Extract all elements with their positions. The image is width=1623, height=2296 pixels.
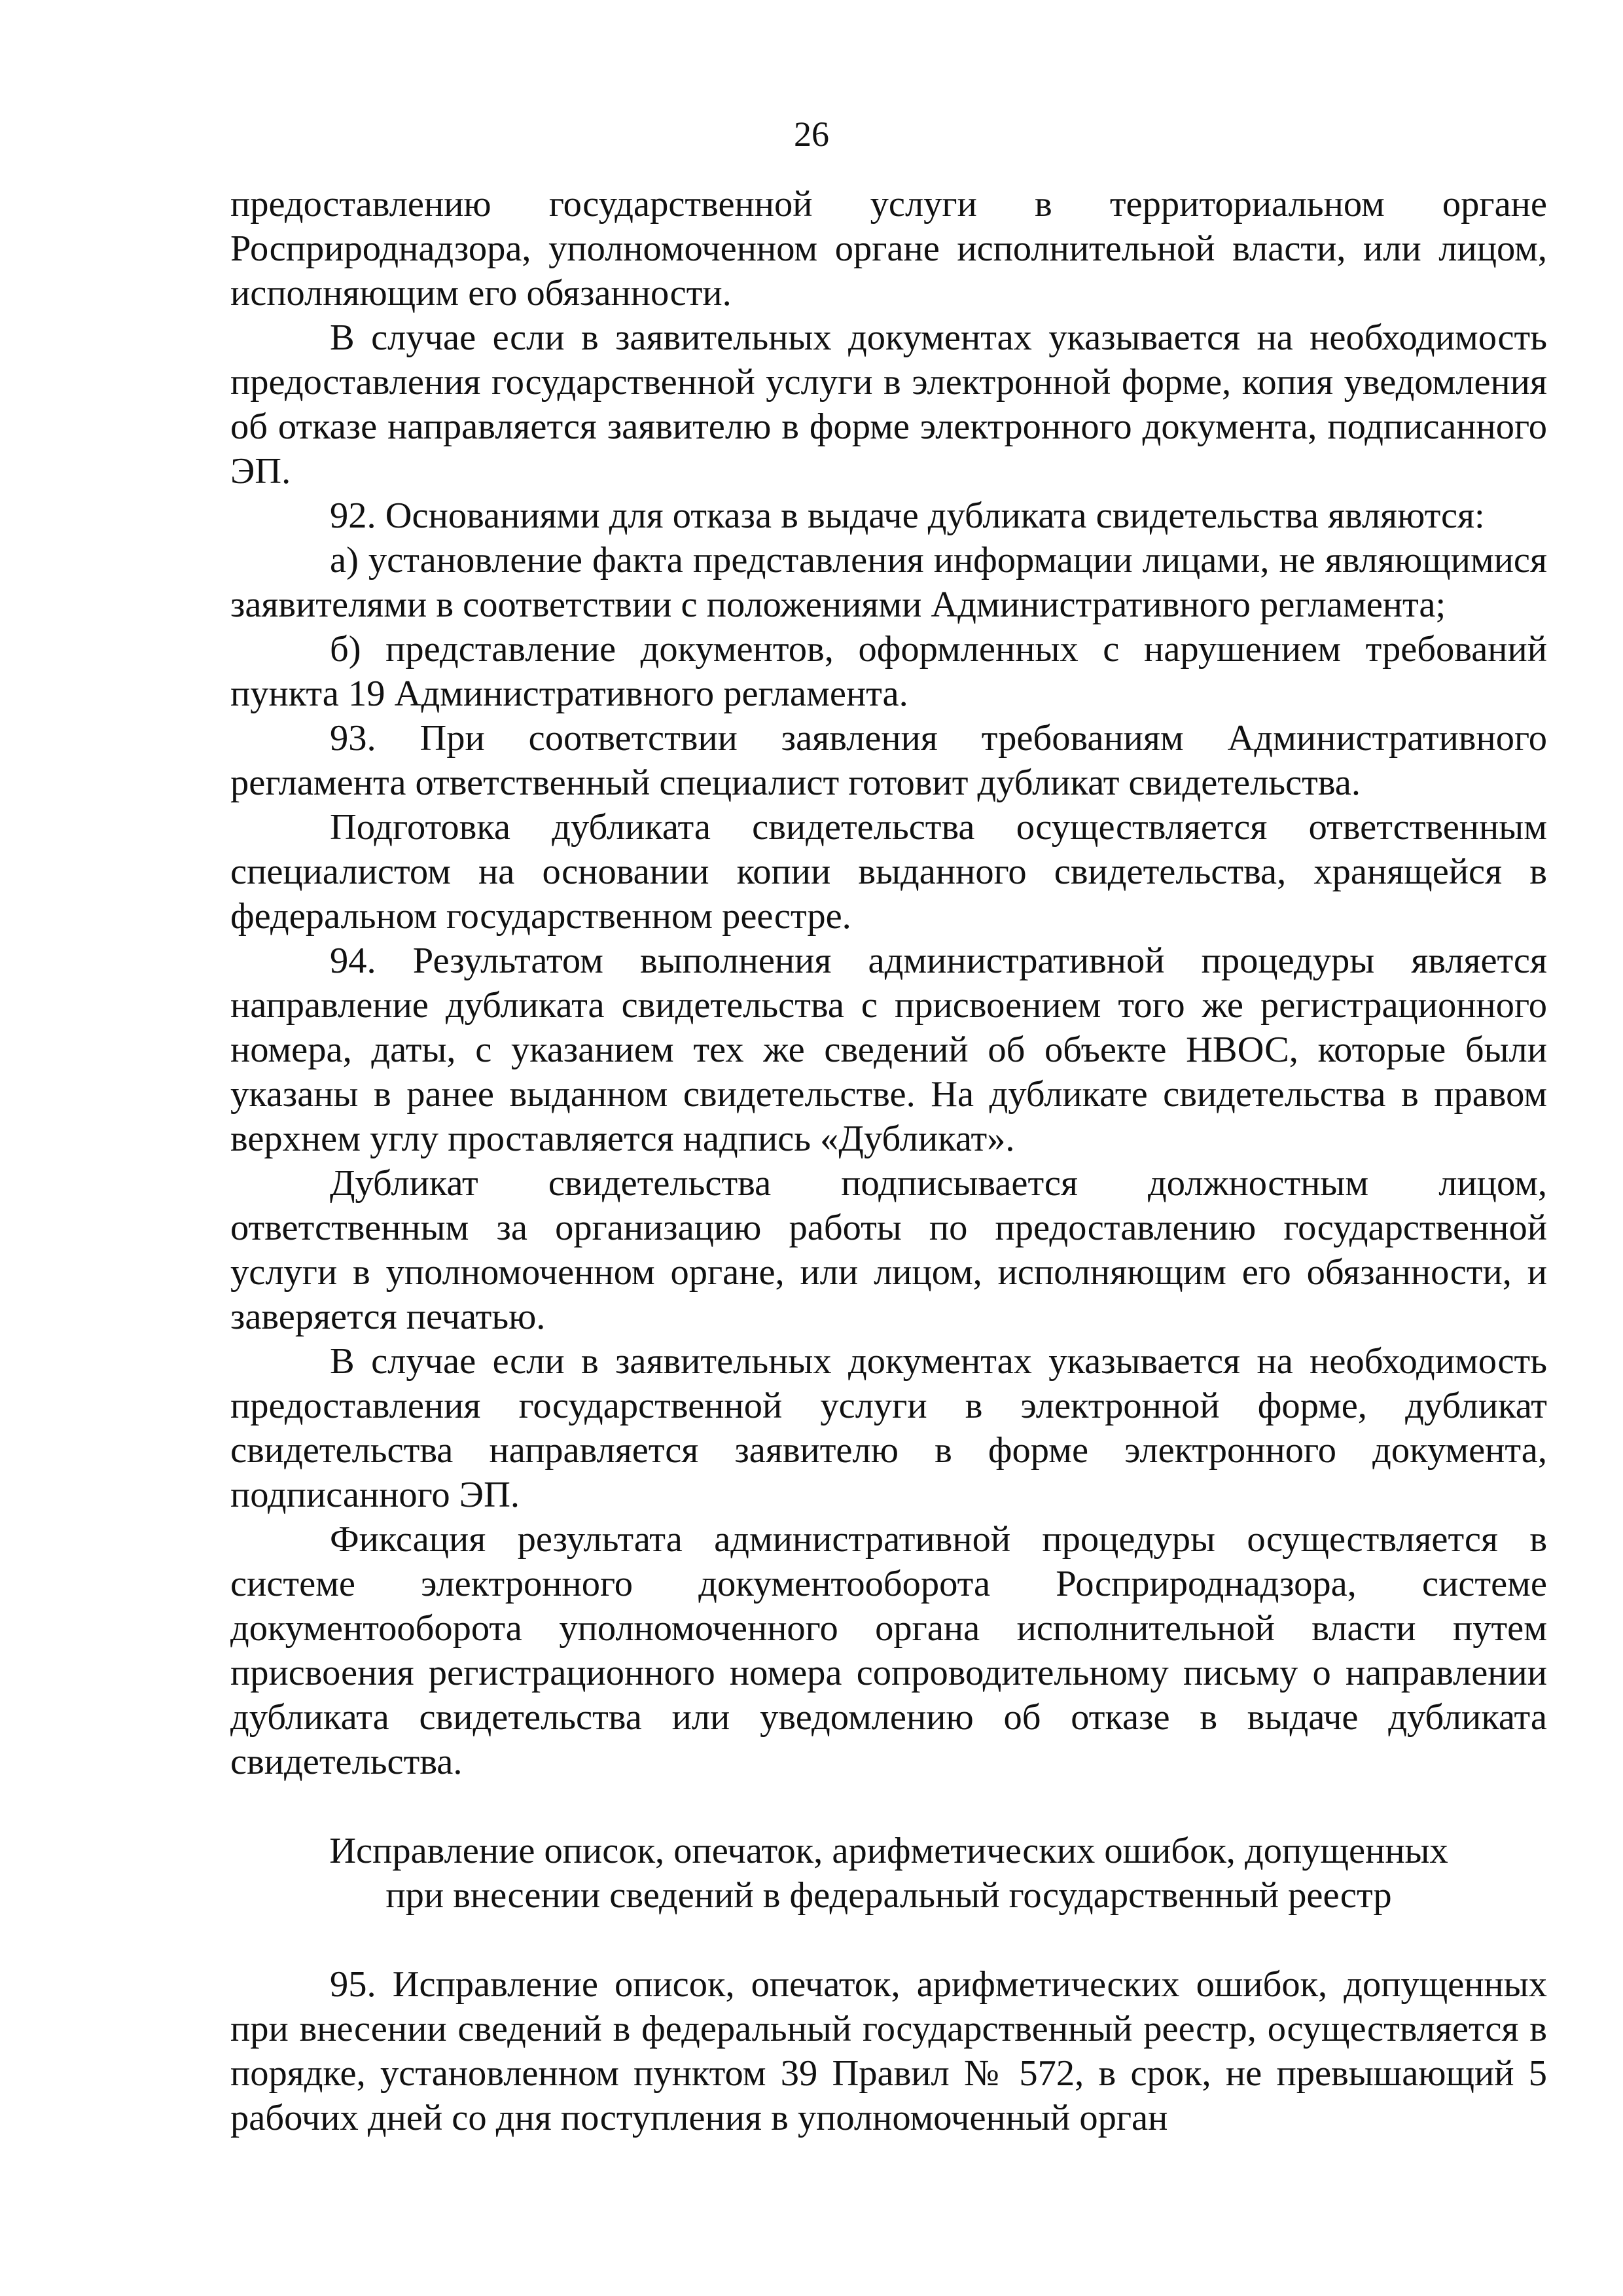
- document-body: [230, 182, 1547, 2140]
- paragraph-93: 93. При соответствии заявления требованиям Административного регламента ответственный специалист готовит дубликат свидетельства.: [230, 718, 1547, 803]
- paragraph-92: 92. Основаниями для отказа в выдаче дубликата свидетельства являются:: [330, 495, 1485, 536]
- paragraph-electronic-refusal: В случае если в заявительных документах указывается на необходимость предоставления государственной услуги в электронной форме, копия уведомления об отказе направляется заявителю в форме электронного документа, подписанного ЭП.: [230, 317, 1547, 492]
- paragraph-continuation: предоставлению государственной услуги в территориальном органе Росприроднадзора, уполномоченном органе исполнительной власти, или лицом, исполняющим его обязанности.: [230, 184, 1547, 314]
- section-heading-line-1: Исправление описок, опечаток, арифметических ошибок, допущенных: [329, 1831, 1448, 1871]
- paragraph-94: 94. Результатом выполнения административной процедуры является направление дубликата свидетельства с присвоением того же регистрационного номера, даты, с указанием тех же сведений об объекте НВОС, которые были указаны в ранее выданном свидетельстве. На дубликате свидетельства в правом верхнем углу проставляется надпись «Дубликат».: [230, 941, 1547, 1159]
- paragraph-result-fixation: Фиксация результата административной процедуры осуществляется в системе электронного документооборота Росприроднадзора, системе документооборота уполномоченного органа исполнительной власти путем присвоения регистрационного номера сопроводительному письму о направлении дубликата свидетельства или уведомлению об отказе в выдаче дубликата свидетельства.: [230, 1519, 1547, 1782]
- paragraph-92-b: б) представление документов, оформленных с нарушением требований пункта 19 Административного регламента.: [230, 629, 1547, 714]
- section-heading-line-2: при внесении сведений в федеральный государственный реестр: [385, 1875, 1392, 1916]
- section-heading: [230, 1829, 1547, 1918]
- paragraph-duplicate-signing: Дубликат свидетельства подписывается должностным лицом, ответственным за организацию работы по предоставлению государственной услуги в уполномоченном органе, или лицом, исполняющим его обязанности, и заверяется печатью.: [230, 1163, 1547, 1337]
- page-number: 26: [794, 115, 829, 154]
- paragraph-duplicate-preparation: Подготовка дубликата свидетельства осуществляется ответственным специалистом на основании копии выданного свидетельства, хранящейся в федеральном государственном реестре.: [230, 807, 1547, 937]
- paragraph-92-a: а) установление факта представления информации лицами, не являющимися заявителями в соответствии с положениями Административного регламента;: [230, 540, 1547, 625]
- paragraph-95: 95. Исправление описок, опечаток, арифметических ошибок, допущенных при внесении сведений в федеральный государственный реестр, осуществляется в порядке, установленном пунктом 39 Правил № 572, в срок, не превышающий 5 рабочих дней со дня поступления в уполномоченный орган: [230, 1964, 1547, 2138]
- paragraph-electronic-duplicate: В случае если в заявительных документах указывается на необходимость предоставления государственной услуги в электронной форме, дубликат свидетельства направляется заявителю в форме электронного документа, подписанного ЭП.: [230, 1341, 1547, 1515]
